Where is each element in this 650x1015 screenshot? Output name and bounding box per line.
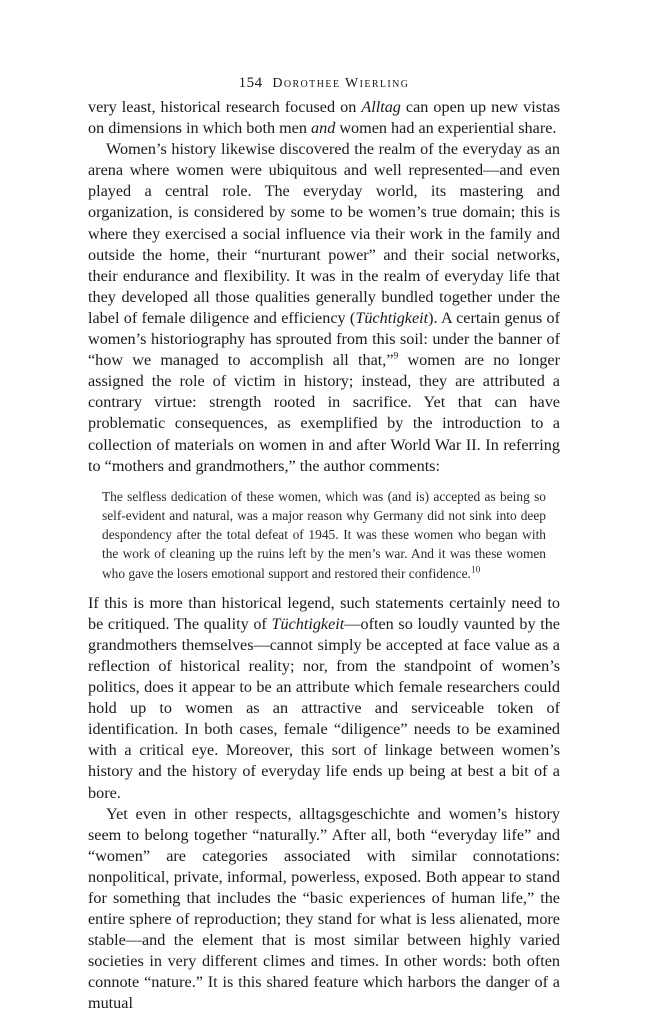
italic-term: Tüchtigkeit [271, 614, 345, 633]
running-head-author: Dorothee Wierling [272, 76, 410, 91]
text-run: women had an experiential share. [335, 119, 557, 138]
text-run: very least, historical research focused on [88, 98, 362, 116]
text-run: The selfless dedication of these women, which was (and is) accepted as being so self-evident and natural, was a major reason why Germany did not sink into deep despondency after the total defeat of 1945. It was these women who began with the work of cleaning up the ruins left by the men’s war. And it was these women who gave the losers emotional support and restored their confidence. [102, 488, 546, 581]
footnote-marker: 10 [470, 565, 481, 576]
italic-term: Alltag [361, 98, 401, 116]
italic-term: and [311, 119, 336, 138]
text-run: ). A certain genus of women’s historiography has sprouted from this soil: under the banner of “how we managed to accomplish all that,” [88, 308, 561, 370]
text-run: can open up new vistas on dimensions in which both men [88, 98, 560, 138]
italic-term: Tüchtigkeit [355, 308, 429, 327]
body-text-before-quote [88, 97, 560, 477]
paragraph [88, 804, 560, 1015]
book-page [88, 72, 560, 1015]
text-run: women are no longer assigned the role of victim in history; instead, they are attributed a contrary virtue: strength rooted in sacrifice. Yet that can have problematic consequences, as exemplified by the introduction to a collection of materials on women in and after World War II. In referring to “mothers and grandmothers,” the author comments: [88, 351, 560, 475]
paragraph [88, 97, 560, 139]
text-run: If this is more than historical legend, such statements certainly need to be critiqued. The quality of [88, 593, 560, 633]
text-run: Women’s history likewise discovered the realm of the everyday as an arena where women were ubiquitous and well represented—and even played a central role. The everyday world, its mastering and organization, is considered by some to be women’s true domain; this is where they exercised a social influence via their work in the family and outside the home, their “nurturant power” and their social networks, their endurance and flexibility. It was in the realm of everyday life that they developed all those qualities generally bundled together under the label of female diligence and efficiency ( [88, 140, 560, 327]
text-run: —often so loudly vaunted by the grandmothers themselves—cannot simply be accepted at face value as a reflection of historical reality; nor, from the standpoint of women’s politics, does it appear to be an attribute which female researchers could hold up to women as an attractive and serviceable token of identification. In both cases, female “diligence” needs to be examined with a critical eye. Moreover, this sort of linkage between women’s history and the history of everyday life ends up being at best a bit of a bore. [88, 614, 560, 802]
running-head [88, 72, 560, 94]
footnote-marker: 9 [393, 351, 399, 362]
paragraph [88, 593, 560, 804]
paragraph [88, 139, 560, 477]
text-run: Yet even in other respects, alltagsgeschichte and women’s history seem to belong together “naturally.” After all, both “everyday life” and “women” are categories associated with similar connotations: nonpolitical, private, informal, powerless, exposed. Both appear to stand for something that includes the “basic experiences of human life,” the entire sphere of reproduction; they stand for what is less alienated, more stable—and the element that is most similar between highly varied societies in very different climes and times. In other words: both often connote “nature.” It is this shared feature which harbors the danger of a mutual [88, 804, 560, 1013]
body-text-after-quote [88, 593, 560, 1015]
page-number: 154 [238, 75, 263, 91]
block-quote [102, 487, 546, 583]
